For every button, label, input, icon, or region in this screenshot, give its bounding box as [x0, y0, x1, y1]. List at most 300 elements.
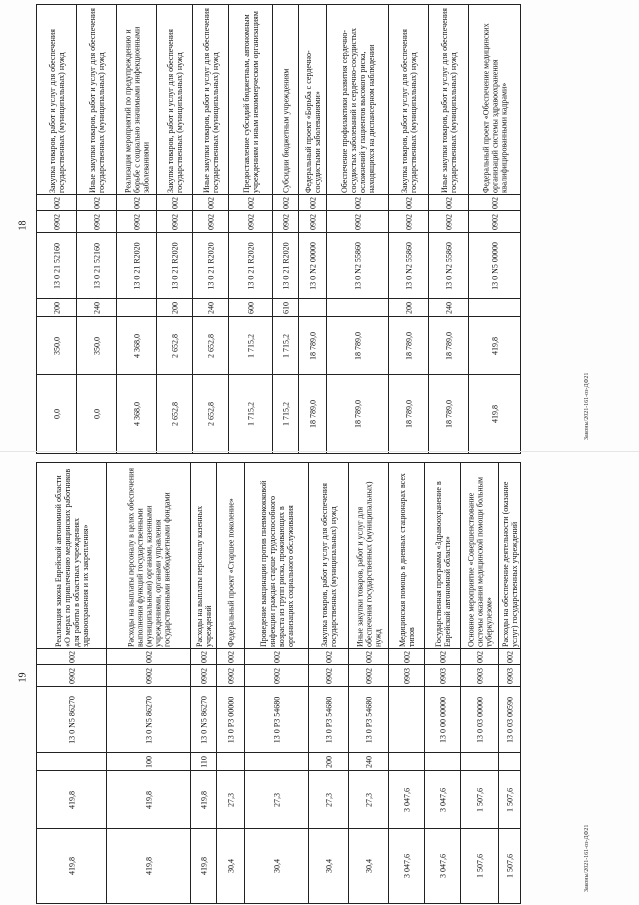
row-name-cell	[299, 5, 326, 195]
row-target-code-cell	[37, 687, 106, 753]
row-sum-year2-cell	[299, 375, 326, 453]
row-ved-code-cell	[245, 649, 308, 665]
row-sum-year1-cell	[37, 771, 106, 829]
row-ved-code: 002	[402, 650, 411, 663]
row-expense-type-cell	[389, 753, 424, 771]
row-ved-code-cell	[327, 195, 388, 211]
row-sum-year2: 18 789,0	[353, 400, 362, 428]
row-name: Проведение вакцинации против пневмококковой инфекции граждан старше трудоспособного возраста из групп риска, проживающих в организациях социального обслуживания	[258, 480, 295, 647]
row-name-cell	[117, 5, 156, 195]
row-target-code-cell	[425, 687, 460, 753]
row-sum-year2-cell	[157, 375, 192, 453]
row-sum-year1-cell	[499, 771, 520, 829]
page-18	[0, 0, 639, 452]
row-sum-year2-cell	[245, 829, 308, 903]
row-section-code-cell	[117, 211, 156, 233]
row-sum-year1-cell	[37, 317, 76, 375]
row-name: Иные закупки товаров, работ и услуг для обеспечения государственных (муниципальных) нужд	[439, 7, 458, 193]
row-sum-year1-cell	[309, 771, 348, 829]
row-expense-type-cell	[37, 753, 106, 771]
row-ved-code-cell	[37, 195, 76, 211]
row-name-cell	[461, 463, 498, 649]
row-expense-type-cell	[389, 299, 428, 317]
row-sum-year1: 4 368,0	[132, 333, 141, 358]
row-expense-type-cell	[349, 753, 388, 771]
row-ved-code-cell	[309, 649, 348, 665]
row-name: Основное мероприятие «Совершенствование системы оказания медицинской помощи больным туберкулезом»	[466, 476, 493, 647]
row-expense-type-cell	[229, 299, 272, 317]
row-target-code-cell	[107, 687, 190, 753]
table-row	[37, 5, 77, 453]
row-sum-year1-cell	[229, 317, 272, 375]
row-ved-code-cell	[461, 649, 498, 665]
row-section-code: 0902	[226, 667, 235, 684]
row-ved-code-cell	[425, 649, 460, 665]
row-sum-year1-cell	[429, 317, 468, 375]
row-sum-year2: 419,8	[67, 857, 76, 875]
row-name-cell	[157, 5, 192, 195]
row-target-code-cell	[191, 687, 216, 753]
row-expense-type-cell	[273, 299, 298, 317]
row-expense-type-cell	[117, 299, 156, 317]
row-name: Иные закупки товаров, работ и услуг для обеспечения государственных (муниципальных) нужд	[201, 7, 220, 193]
table-row	[217, 463, 245, 903]
row-ved-code-cell	[193, 195, 228, 211]
table-row	[389, 463, 425, 903]
row-ved-code: 002	[199, 650, 208, 663]
table-row	[229, 5, 273, 453]
row-expense-type-cell	[499, 753, 520, 771]
row-target-code: 13 0 N5 86270	[199, 695, 208, 744]
row-target-code: 13 0 03 00000	[475, 696, 484, 743]
page-number: 18	[17, 220, 29, 231]
row-target-code: 13 0 P3 54680	[324, 696, 333, 743]
row-target-code: 13 0 P3 54680	[272, 696, 281, 743]
row-section-code-cell	[37, 211, 76, 233]
row-ved-code-cell	[217, 649, 244, 665]
row-section-code: 0902	[246, 213, 255, 230]
row-name: Реализация мероприятий по предупреждению и борьбе с социально значимыми инфекционными заболеваниями	[123, 26, 150, 193]
row-section-code-cell	[191, 665, 216, 687]
row-sum-year2-cell	[349, 829, 388, 903]
row-expense-type-cell	[191, 753, 216, 771]
row-target-code: 13 0 21 R2020	[281, 241, 290, 290]
row-ved-code-cell	[191, 649, 216, 665]
row-sum-year1-cell	[191, 771, 216, 829]
row-ved-code-cell	[157, 195, 192, 211]
row-ved-code: 002	[92, 196, 101, 209]
row-expense-type-cell	[77, 299, 116, 317]
row-name: Закупка товаров, работ и услуг для обеспечения государственных (муниципальных) нужд	[165, 28, 184, 193]
row-expense-type: 240	[206, 301, 215, 314]
row-name: Расходы на выплаты персоналу казенных учреждений	[194, 505, 213, 647]
row-section-code: 0902	[52, 213, 61, 230]
row-expense-type: 600	[246, 301, 255, 314]
row-section-code-cell	[77, 211, 116, 233]
row-target-code: 13 0 21 52160	[52, 242, 61, 289]
row-sum-year1: 3 047,6	[438, 787, 447, 812]
page-footer: Законы/2021-161-оз-ДФ21	[584, 372, 590, 440]
row-name-cell	[193, 5, 228, 195]
row-sum-year1: 419,8	[67, 790, 76, 809]
row-section-code: 0902	[206, 213, 215, 230]
row-sum-year1: 27,3	[324, 792, 333, 807]
row-section-code: 0902	[272, 667, 281, 684]
row-sum-year1: 1 715,2	[246, 333, 255, 358]
table-row	[299, 5, 327, 453]
row-sum-year2-cell	[469, 375, 520, 453]
row-sum-year1: 27,3	[226, 792, 235, 807]
row-target-code-cell	[327, 233, 388, 299]
row-name: Закупка товаров, работ и услуг для обеспечения государственных (муниципальных) нужд	[399, 28, 418, 193]
row-sum-year2-cell	[425, 829, 460, 903]
row-name-cell	[429, 5, 468, 195]
row-name-cell	[273, 5, 298, 195]
row-name: Субсидии бюджетным учреждениям	[281, 68, 290, 193]
row-name-cell	[425, 463, 460, 649]
row-sum-year1: 1 715,2	[281, 333, 290, 358]
row-section-code-cell	[309, 665, 348, 687]
row-sum-year2-cell	[499, 829, 520, 903]
row-sum-year2: 30,4	[364, 859, 373, 873]
row-name-cell	[349, 463, 388, 649]
table-row	[157, 5, 193, 453]
row-section-code: 0902	[364, 667, 373, 684]
row-ved-code-cell	[389, 649, 424, 665]
row-name-cell	[37, 463, 106, 649]
row-target-code: 13 0 21 R2020	[132, 241, 141, 290]
row-name: Федеральный проект «Борьба с сердечно-сосудистыми заболеваниями»	[303, 49, 322, 193]
row-sum-year2-cell	[191, 829, 216, 903]
page-19	[0, 452, 639, 905]
row-section-code-cell	[245, 665, 308, 687]
row-target-code: 13 0 00 00000	[438, 696, 447, 743]
row-section-code: 0903	[438, 667, 447, 684]
row-sum-year1: 18 789,0	[444, 331, 453, 360]
table-row	[309, 463, 349, 903]
row-section-code: 0902	[67, 667, 76, 684]
row-sum-year2: 1 507,6	[505, 854, 514, 878]
row-ved-code: 002	[364, 650, 373, 663]
row-sum-year2: 2 652,8	[170, 402, 179, 426]
table-row	[107, 463, 191, 903]
row-sum-year2: 1 507,6	[475, 854, 484, 878]
row-target-code: 13 0 N2 55860	[444, 241, 453, 290]
row-ved-code: 002	[308, 196, 317, 209]
row-sum-year1-cell	[299, 317, 326, 375]
row-sum-year2-cell	[389, 375, 428, 453]
row-section-code: 0902	[404, 213, 413, 230]
table-row	[349, 463, 389, 903]
row-ved-code: 002	[272, 650, 281, 663]
row-section-code-cell	[107, 665, 190, 687]
table-row	[461, 463, 499, 903]
row-expense-type-cell	[107, 753, 190, 771]
row-ved-code: 002	[438, 650, 447, 663]
row-ved-code: 002	[170, 196, 179, 209]
table-row	[425, 463, 461, 903]
budget-table	[36, 462, 521, 904]
row-section-code: 0902	[132, 213, 141, 230]
row-section-code: 0903	[505, 667, 514, 684]
row-expense-type: 610	[281, 301, 290, 314]
row-ved-code-cell	[429, 195, 468, 211]
row-sum-year2-cell	[229, 375, 272, 453]
row-expense-type-cell	[157, 299, 192, 317]
row-sum-year2-cell	[389, 829, 424, 903]
row-expense-type: 110	[199, 755, 208, 768]
row-sum-year1-cell	[461, 771, 498, 829]
row-section-code-cell	[499, 665, 520, 687]
row-target-code: 13 0 N2 55860	[353, 241, 362, 290]
row-expense-type-cell	[245, 753, 308, 771]
row-target-code: 13 0 21 R2020	[170, 241, 179, 290]
row-sum-year2: 3 047,6	[402, 854, 411, 878]
row-target-code-cell	[309, 687, 348, 753]
row-ved-code: 002	[490, 196, 499, 209]
row-name-cell	[191, 463, 216, 649]
row-sum-year2-cell	[77, 375, 116, 453]
row-name: Медицинская помощь в дневных стационарах всех типов	[397, 472, 416, 647]
row-ved-code-cell	[469, 195, 520, 211]
row-name-cell	[469, 5, 520, 195]
row-section-code-cell	[193, 211, 228, 233]
row-sum-year1-cell	[389, 771, 424, 829]
row-sum-year1: 419,8	[144, 790, 153, 809]
row-ved-code: 002	[324, 650, 333, 663]
row-sum-year2: 18 789,0	[404, 400, 413, 428]
row-sum-year1: 350,0	[92, 336, 101, 355]
budget-table	[36, 4, 521, 454]
row-target-code-cell	[469, 233, 520, 299]
row-expense-type: 200	[170, 301, 179, 314]
row-ved-code-cell	[117, 195, 156, 211]
table-row	[327, 5, 389, 453]
row-ved-code-cell	[299, 195, 326, 211]
row-section-code: 0902	[170, 213, 179, 230]
row-section-code: 0903	[402, 667, 411, 684]
row-target-code-cell	[217, 687, 244, 753]
row-sum-year1-cell	[425, 771, 460, 829]
row-sum-year2: 30,4	[226, 859, 235, 873]
table-row	[37, 463, 107, 903]
row-name: Федеральный проект «Обеспечение медицинских организаций системы здравоохранения квалифицированными кадрами»	[481, 22, 508, 193]
row-target-code-cell	[349, 687, 388, 753]
row-ved-code: 002	[246, 196, 255, 209]
row-ved-code-cell	[107, 649, 190, 665]
row-target-code-cell	[461, 687, 498, 753]
row-target-code-cell	[389, 233, 428, 299]
row-sum-year2-cell	[107, 829, 190, 903]
row-section-code: 0902	[308, 213, 317, 230]
row-expense-type: 240	[364, 755, 373, 768]
row-section-code-cell	[349, 665, 388, 687]
row-section-code-cell	[327, 211, 388, 233]
row-sum-year1: 27,3	[364, 792, 373, 807]
row-section-code-cell	[389, 211, 428, 233]
row-target-code-cell	[389, 687, 424, 753]
row-section-code-cell	[37, 665, 106, 687]
row-sum-year2-cell	[117, 375, 156, 453]
row-ved-code-cell	[273, 195, 298, 211]
row-name-cell	[37, 5, 76, 195]
row-target-code-cell	[499, 687, 520, 753]
table-row	[77, 5, 117, 453]
row-sum-year1: 2 652,8	[170, 333, 179, 358]
row-sum-year1: 18 789,0	[404, 331, 413, 360]
row-section-code: 0902	[199, 667, 208, 684]
row-target-code: 13 0 P3 54680	[364, 696, 373, 743]
row-target-code: 13 0 21 R2020	[246, 241, 255, 290]
row-sum-year2: 2 652,8	[206, 402, 215, 426]
row-ved-code-cell	[349, 649, 388, 665]
row-sum-year1-cell	[245, 771, 308, 829]
row-sum-year1: 350,0	[52, 336, 61, 355]
row-name: Закупка товаров, работ и услуг для обеспечения государственных (муниципальных) нужд	[319, 482, 338, 647]
row-expense-type-cell	[327, 299, 388, 317]
row-sum-year1-cell	[217, 771, 244, 829]
row-name-cell	[309, 463, 348, 649]
row-target-code: 13 0 N2 55860	[404, 241, 413, 290]
row-ved-code-cell	[499, 649, 520, 665]
row-ved-code: 002	[226, 650, 235, 663]
row-ved-code-cell	[37, 649, 106, 665]
row-section-code-cell	[425, 665, 460, 687]
row-section-code: 0902	[144, 667, 153, 684]
row-sum-year2: 4 368,0	[132, 402, 141, 426]
row-ved-code: 002	[52, 196, 61, 209]
row-name-cell	[389, 463, 424, 649]
row-sum-year2: 419,8	[490, 405, 499, 423]
row-sum-year1-cell	[273, 317, 298, 375]
row-expense-type-cell	[37, 299, 76, 317]
row-name-cell	[217, 463, 244, 649]
row-ved-code-cell	[77, 195, 116, 211]
row-sum-year2: 18 789,0	[444, 400, 453, 428]
row-sum-year2: 3 047,6	[438, 854, 447, 878]
row-name-cell	[229, 5, 272, 195]
row-target-code-cell	[273, 233, 298, 299]
row-sum-year1-cell	[193, 317, 228, 375]
row-target-code: 13 0 N5 86270	[144, 695, 153, 744]
row-ved-code: 002	[281, 196, 290, 209]
table-row	[193, 5, 229, 453]
row-section-code-cell	[157, 211, 192, 233]
table-row	[245, 463, 309, 903]
row-name: Иные закупки товаров, работ и услуг для обеспечения государственных (муниципальных) нужд	[87, 7, 106, 193]
row-expense-type-cell	[429, 299, 468, 317]
row-target-code-cell	[77, 233, 116, 299]
row-sum-year1: 3 047,6	[402, 787, 411, 812]
row-section-code-cell	[229, 211, 272, 233]
row-expense-type-cell	[217, 753, 244, 771]
row-sum-year2: 30,4	[324, 859, 333, 873]
row-name-cell	[107, 463, 190, 649]
row-sum-year2-cell	[217, 829, 244, 903]
row-sum-year2-cell	[273, 375, 298, 453]
row-target-code: 13 0 N5 00000	[490, 241, 499, 290]
row-ved-code: 002	[404, 196, 413, 209]
row-target-code-cell	[429, 233, 468, 299]
page-footer: Законы/2021-161-оз-ДФ21	[584, 824, 590, 892]
row-target-code: 13 0 P3 00000	[226, 696, 235, 743]
table-row	[389, 5, 429, 453]
row-expense-type: 240	[92, 301, 101, 314]
row-section-code: 0902	[444, 213, 453, 230]
row-name: Иные закупки товаров, работ и услуг для обеспечения государственных (муниципальных) нужд	[355, 480, 382, 647]
row-name-cell	[245, 463, 308, 649]
row-expense-type-cell	[299, 299, 326, 317]
row-ved-code: 002	[475, 650, 484, 663]
row-expense-type: 100	[144, 755, 153, 768]
row-sum-year1: 419,8	[199, 790, 208, 809]
row-target-code-cell	[157, 233, 192, 299]
row-sum-year1-cell	[107, 771, 190, 829]
row-sum-year2-cell	[193, 375, 228, 453]
row-sum-year2: 18 789,0	[308, 400, 317, 428]
row-expense-type: 200	[52, 301, 61, 314]
row-sum-year2-cell	[461, 829, 498, 903]
row-target-code: 13 0 N5 86270	[67, 695, 76, 744]
row-expense-type: 240	[444, 301, 453, 314]
row-section-code: 0903	[475, 667, 484, 684]
row-name: Предоставление субсидий бюджетным, автономным учреждениям и иным некоммерческим организациям	[241, 10, 260, 193]
row-sum-year1-cell	[469, 317, 520, 375]
row-section-code-cell	[299, 211, 326, 233]
row-expense-type: 200	[324, 755, 333, 768]
row-ved-code: 002	[132, 196, 141, 209]
row-target-code: 13 0 03 00590	[505, 696, 514, 743]
row-name-cell	[327, 5, 388, 195]
row-section-code: 0902	[353, 213, 362, 230]
row-ved-code: 002	[206, 196, 215, 209]
row-sum-year2: 419,8	[199, 857, 208, 875]
row-target-code-cell	[229, 233, 272, 299]
row-sum-year2: 419,8	[144, 857, 153, 875]
row-name-cell	[77, 5, 116, 195]
table-row	[499, 463, 521, 903]
table-row	[191, 463, 217, 903]
row-sum-year1: 27,3	[272, 792, 281, 807]
row-section-code-cell	[217, 665, 244, 687]
row-section-code: 0902	[324, 667, 333, 684]
row-section-code: 0902	[490, 213, 499, 230]
row-target-code-cell	[37, 233, 76, 299]
row-expense-type-cell	[309, 753, 348, 771]
row-ved-code: 002	[144, 650, 153, 663]
row-name: Государственная программа «Здравоохранение в Еврейской автономной области»	[433, 480, 452, 647]
table-row	[273, 5, 299, 453]
row-ved-code: 002	[353, 196, 362, 209]
row-ved-code: 002	[505, 650, 514, 663]
row-sum-year2: 30,4	[272, 859, 281, 873]
row-ved-code: 002	[67, 650, 76, 663]
row-sum-year2: 0,0	[52, 409, 61, 419]
row-name: Расходы на выплаты персоналу в целях обеспечения выполнения функций государственными (муниципальными) органами, казенными учреждениями, органами управления государственными внебюджетными фондами	[126, 467, 171, 647]
table-row	[117, 5, 157, 453]
row-name: Реализация закона Еврейской автономной области «О мерах по привлечению медицинских работников для работы в областных учреждениях здравоохранения и их закрепления»	[53, 468, 90, 647]
row-sum-year1-cell	[117, 317, 156, 375]
row-sum-year1: 1 507,6	[505, 787, 514, 812]
row-sum-year1: 18 789,0	[308, 331, 317, 360]
row-target-code-cell	[117, 233, 156, 299]
row-expense-type-cell	[425, 753, 460, 771]
row-sum-year2: 1 715,2	[281, 402, 290, 426]
row-name: Федеральный проект «Старшее поколение»	[226, 497, 235, 647]
row-section-code-cell	[429, 211, 468, 233]
row-sum-year2: 0,0	[92, 409, 101, 419]
row-sum-year1: 419,8	[490, 336, 499, 355]
